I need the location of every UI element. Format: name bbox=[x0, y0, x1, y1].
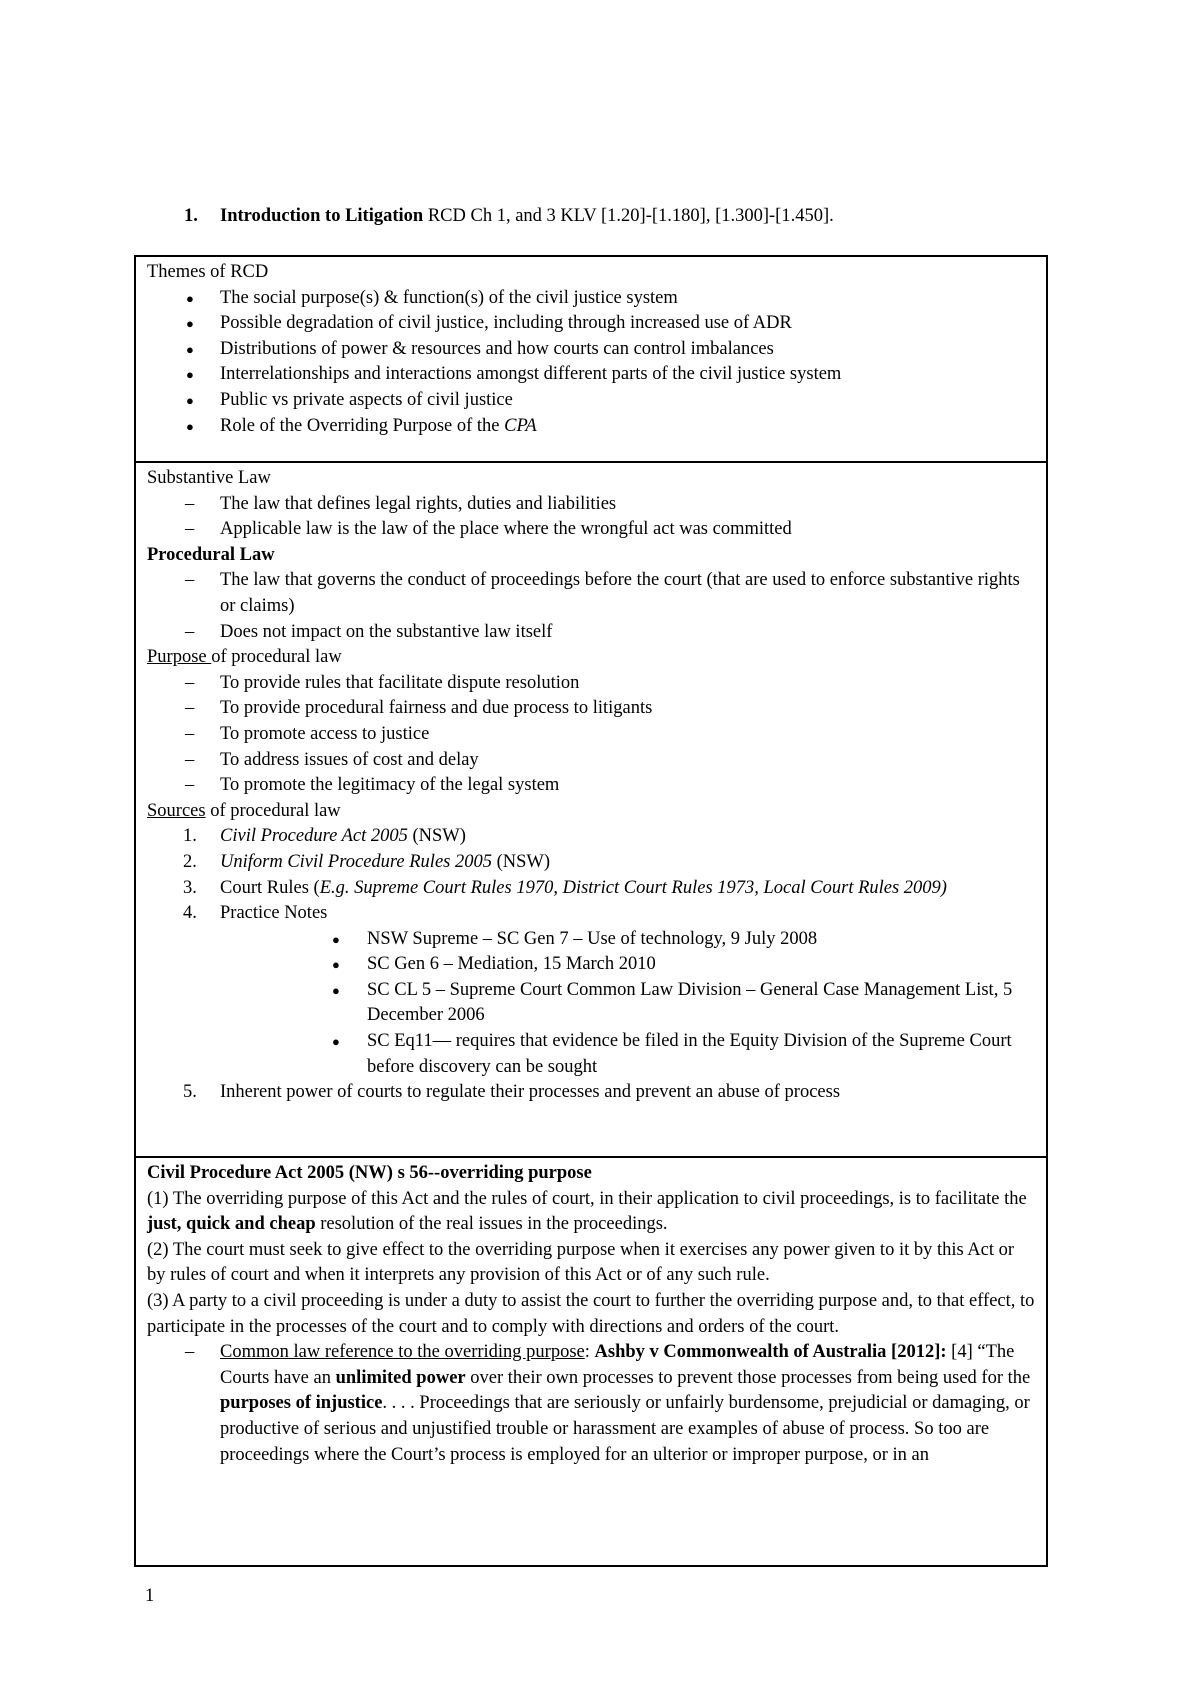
cpa-reference-list bbox=[147, 1340, 1036, 1468]
bullet-icon: ● bbox=[186, 367, 194, 383]
list-item: – Applicable law is the law of the place where the wrongful act was committed bbox=[147, 517, 1036, 543]
procedural-law-title: Procedural Law bbox=[147, 544, 275, 565]
list-item: – To promote access to justice bbox=[147, 722, 1036, 748]
list-number: 1. bbox=[183, 826, 197, 847]
dash-icon: – bbox=[185, 672, 195, 693]
substantive-law-list bbox=[147, 492, 1036, 543]
list-item: 2. Uniform Civil Procedure Rules 2005 (NSW) bbox=[147, 850, 1036, 876]
overriding-purpose-cell bbox=[136, 1158, 1046, 1567]
notes-table bbox=[134, 255, 1048, 1567]
dash-icon: – bbox=[185, 519, 195, 540]
practice-notes-list bbox=[220, 927, 1036, 1081]
list-item: 3. Court Rules (E.g. Supreme Court Rules 1970, District Court Rules 1973, Local Court Rules 2009) bbox=[147, 876, 1036, 902]
bullet-icon: ● bbox=[332, 982, 340, 998]
bullet-icon: ● bbox=[186, 316, 194, 332]
list-item: ● The social purpose(s) & function(s) of the civil justice system bbox=[147, 286, 1036, 312]
list-item: ● Interrelationships and interactions amongst different parts of the civil justice system bbox=[147, 362, 1036, 388]
bullet-icon: ● bbox=[186, 418, 194, 434]
list-item: – To promote the legitimacy of the legal system bbox=[147, 773, 1036, 799]
bullet-icon: ● bbox=[186, 290, 194, 306]
list-item: ● Possible degradation of civil justice, including through increased use of ADR bbox=[147, 311, 1036, 337]
list-item: ● Role of the Overriding Purpose of the CPA bbox=[147, 414, 1036, 440]
cpa-paragraph-2: (2) The court must seek to give effect to the overriding purpose when it exercises any power given to it by this Act or by rules of court and when it interprets any provision of this Act or of any such rule. bbox=[147, 1239, 1015, 1286]
sources-title: Sources of procedural law bbox=[147, 800, 341, 821]
list-item: – The law that governs the conduct of proceedings before the court (that are used to enforce substantive rights or claims) bbox=[185, 570, 1020, 616]
bullet-icon: ● bbox=[186, 392, 194, 408]
list-item: 1. Civil Procedure Act 2005 (NSW) bbox=[147, 824, 1036, 850]
section-reference: RCD Ch 1, and 3 KLV [1.20]-[1.180], [1.300]-[1.450]. bbox=[423, 206, 834, 226]
bullet-icon: ● bbox=[332, 1034, 340, 1050]
list-item: ● Distributions of power & resources and how courts can control imbalances bbox=[147, 337, 1036, 363]
procedural-law-list bbox=[147, 568, 1036, 645]
bullet-icon: ● bbox=[332, 957, 340, 973]
list-item: ● NSW Supreme – SC Gen 7 – Use of technology, 9 July 2008 bbox=[220, 927, 1036, 953]
list-number: 2. bbox=[183, 851, 197, 872]
list-item: – To address issues of cost and delay bbox=[147, 748, 1036, 774]
section-title: Introduction to Litigation bbox=[220, 206, 424, 226]
cpa-paragraph-1: (1) The overriding purpose of this Act and the rules of court, in their application to civil proceedings, is to facilitate the just, quick and cheap resolution of the real issues in the proceedings. bbox=[147, 1188, 1027, 1235]
dash-icon: – bbox=[185, 570, 195, 591]
section-heading bbox=[184, 204, 1084, 230]
list-item: 4. Practice Notes ● NSW Supreme – SC Gen 7 – Use of technology, 9 July 2008 ● SC Gen 6 – Mediation, 15 March 2010 ● SC CL 5 – Supreme Court Common Law Division – General Case Management List, 5 December 2006 ● SC Eq11— requires that evidence be filed in the Equity Division of the Supreme Court before discovery can be sought bbox=[147, 901, 1036, 1080]
sources-list bbox=[147, 824, 1036, 1106]
list-item: ● SC Eq11— requires that evidence be filed in the Equity Division of the Supreme Court before discovery can be sought bbox=[332, 1031, 1012, 1077]
themes-list bbox=[147, 286, 1036, 440]
purpose-list bbox=[147, 671, 1036, 799]
purpose-title: Purpose of procedural law bbox=[147, 647, 342, 668]
list-item: – To provide rules that facilitate dispute resolution bbox=[147, 671, 1036, 697]
dash-icon: – bbox=[185, 749, 195, 770]
dash-icon: – bbox=[185, 723, 195, 744]
list-item: ● SC CL 5 – Supreme Court Common Law Division – General Case Management List, 5 December 2006 bbox=[332, 979, 1013, 1026]
list-item: – Does not impact on the substantive law itself bbox=[147, 620, 1036, 646]
substantive-law-title: Substantive Law bbox=[147, 468, 271, 488]
list-item: 5. Inherent power of courts to regulate their processes and prevent an abuse of process bbox=[147, 1080, 1036, 1106]
dash-icon: – bbox=[185, 698, 195, 719]
list-item: ● Public vs private aspects of civil justice bbox=[147, 388, 1036, 414]
section-number: 1. bbox=[184, 206, 198, 226]
cpa-paragraph-3: (3) A party to a civil proceeding is under a duty to assist the court to further the overriding purpose and, to that effect, to participate in the processes of the court and to comply with directions and orders of the court. bbox=[147, 1290, 1035, 1337]
themes-cell bbox=[136, 257, 1046, 463]
list-item: ● SC Gen 6 – Mediation, 15 March 2010 bbox=[220, 952, 1036, 978]
dash-icon: – bbox=[185, 621, 195, 642]
list-number: 5. bbox=[183, 1082, 197, 1103]
procedural-law-cell bbox=[136, 463, 1046, 1158]
bullet-icon: ● bbox=[186, 341, 194, 357]
list-item: – To provide procedural fairness and due process to litigants bbox=[147, 696, 1036, 722]
case-citation: Ashby v Commonwealth of Australia [2012]: bbox=[594, 1342, 947, 1363]
list-number: 3. bbox=[183, 877, 197, 898]
list-item: – Common law reference to the overriding purpose: Ashby v Commonwealth of Australia [2012]: [4] “The Courts have an unlimited power over their own processes to prevent those processes from being used for the purposes of injustice. . . . Proceedings that are seriously or unfairly burdensome, prejudicial or damaging, or productive of serious and unjustified trouble or harassment are examples of abuse of process. So too are proceedings where the Court’s process is employed for an ulterior or improper purpose, or in an bbox=[185, 1342, 1031, 1465]
cpa-title: Civil Procedure Act 2005 (NW) s 56--overriding purpose bbox=[147, 1163, 592, 1183]
dash-icon: – bbox=[185, 1342, 195, 1363]
dash-icon: – bbox=[185, 775, 195, 796]
bullet-icon: ● bbox=[332, 931, 340, 947]
list-item: – The law that defines legal rights, duties and liabilities bbox=[147, 492, 1036, 518]
dash-icon: – bbox=[185, 493, 195, 514]
list-number: 4. bbox=[183, 903, 197, 924]
themes-title: Themes of RCD bbox=[147, 262, 269, 282]
page-number: 1 bbox=[145, 1586, 155, 1606]
